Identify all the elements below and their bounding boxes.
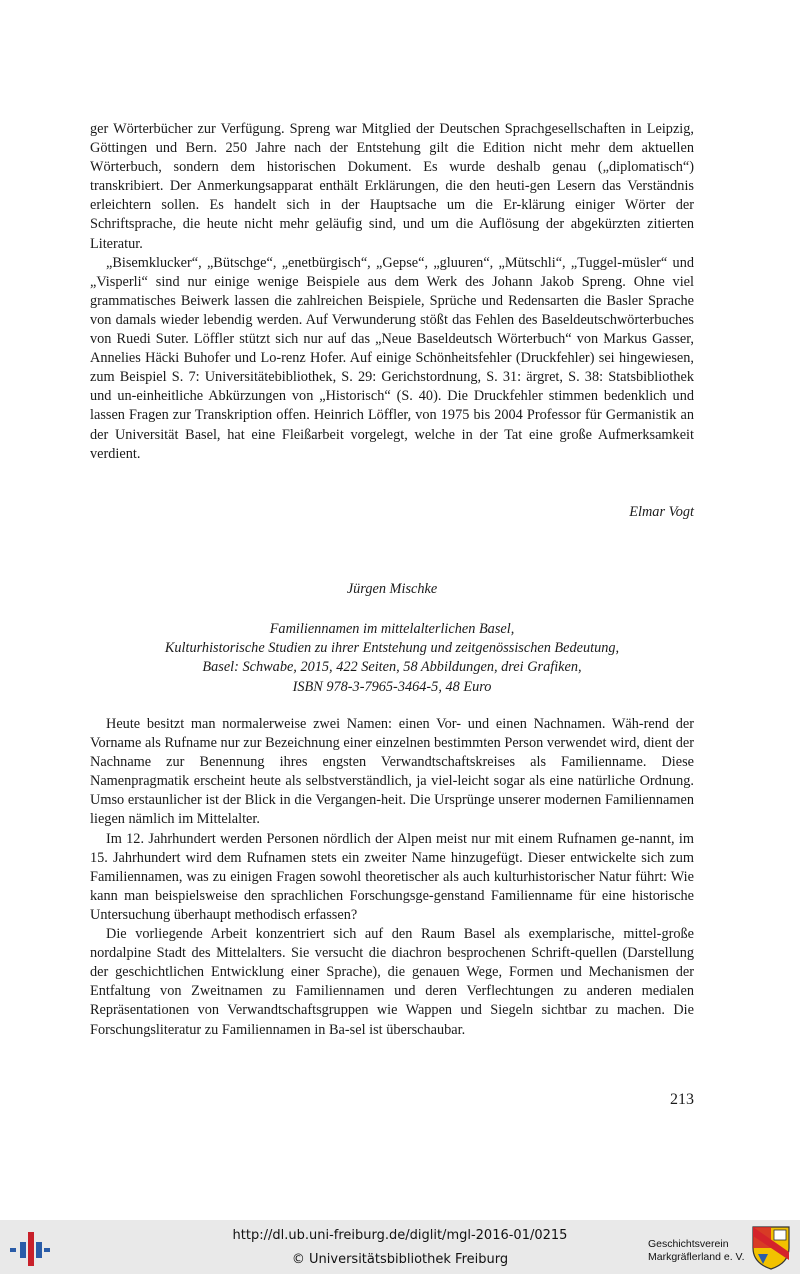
footer-copyright: © Universitätsbibliothek Freiburg [291, 1252, 509, 1267]
footer-bar [0, 1220, 800, 1274]
review-2-author: Jürgen Mischke [346, 581, 438, 597]
review-2-paragraph-2: Im 12. Jahrhundert werden Personen nördlich der Alpen meist nur mit einem Rufnamen ge-nannt, im 15. Jahrhundert wird dem Rufnamen stets ein zweiter Name hinzugefügt. Dieser entwickelte sich zum Familiennamen, was zu einigen Fragen sowohl theoretischer als auch kulturhistorischer Natur führt: Wie kann man beispielsweise den sprachlichen Forschungsge-genstand Familienname für eine historische Untersuchung überhaupt methodisch erfassen? [90, 830, 694, 923]
society-name[interactable] [648, 1238, 745, 1264]
book-publisher-line: Basel: Schwabe, 2015, 422 Seiten, 58 Abbildungen, drei Grafiken, [202, 659, 582, 676]
review-2-paragraph-3: Die vorliegende Arbeit konzentriert sich auf den Raum Basel als exemplarische, mittel-große nordalpine Stadt des Mittelalters. Sie versucht die diachron besprochenen Schrift-quellen (Darstellung der geschichtlichen Entwicklung einer Sprache), die genauen Wege, Formen und Mechanismen der Entfaltung von Zweitnamen zu Familiennamen und deren Verflechtungen zu anderen medialen Repräsentationen von Verwandtschaftsgruppen wie Wappen und Siegeln sichtbar zu machen. Die Forschungsliteratur zu Familiennamen in Ba-sel ist überschaubar. [90, 926, 694, 1038]
review-1-signature: Elmar Vogt [629, 504, 694, 520]
review-2-paragraph-1: Heute besitzt man normalerweise zwei Namen: einen Vor- und einen Nachnamen. Wäh-rend der Vorname als Rufname nur zur Bezeichnung einer einzelnen bestimmten Person verwendet wird, dient der Nachname zur Benennung ihres engsten Verwandtschaftskreises als Familienname. Diese Namenpragmatik erscheint heute als selbstverständlich, ja viel-leicht sogar als eine natürliche Ordnung. Umso erstaunlicher ist der Blick in die Vergangen-heit. Die Ursprünge unserer modernen Familiennamen liegen nämlich im Mittelalter. [90, 716, 694, 828]
footer-url-link[interactable]: http://dl.ub.uni-freiburg.de/diglit/mgl-2016-01/0215 [232, 1228, 568, 1243]
book-subtitle-line: Kulturhistorische Studien zu ihrer Entstehung und zeitgenössischen Bedeutung, [164, 640, 620, 657]
book-title-line: Familiennamen im mittelalterlichen Basel, [269, 621, 515, 637]
society-crest-icon[interactable] [750, 1224, 792, 1270]
society-name-line-2: Markgräflerland e. V. [648, 1251, 745, 1263]
review-1-paragraph-2: „Bisemklucker“, „Bütschge“, „enetbürgisch“, „Gepse“, „gluuren“, „Mütschli“, „Tuggel-müsler“ und „Visperli“ sind nur einige wenige Beispiele aus dem Werk des Johann Jakob Spreng. Ohne viel grammatisches Beiwerk lassen die zahlreichen Beispiele, Sprüche und Redensarten die Basler Sprache von damals wieder lebendig werden. Auf Verwunderung stößt das Fehlen des Baseldeutschwörterbuches von Ruedi Suter. Löffler stützt sich nur auf das „Neue Baseldeutsch Wörterbuch“ von Markus Gasser, Annelies Häcki Buhofer und Lo-renz Hofer. Auf einige Schönheitsfehler (Druckfehler) sei hingewiesen, zum Beispiel S. 7: Universitätebibliothek, S. 29: Gerichstordnung, S. 31: ärgret, S. 38: Statsbibliothek und un-einheitliche Abkürzungen von „Historisch“ (S. 40). Die Druckfehler stimmen bedenklich und lassen Fragen zur Transkription offen. Heinrich Löffler, von 1975 bis 2004 Professor für Germanistik an der Universität Basel, hat eine Fleißarbeit vorgelegt, welche in der Tat eine große Aufmerksamkeit verdient. [90, 254, 694, 462]
book-isbn-line: ISBN 978-3-7965-3464-5, 48 Euro [292, 678, 492, 695]
society-name-line-1: Geschichtsverein [648, 1238, 729, 1250]
review-1-paragraph-1: ger Wörterbücher zur Verfügung. Spreng war Mitglied der Deutschen Sprachgesellschaften in Leipzig, Göttingen und Bern. 250 Jahre nach der Entstehung gilt die Edition nicht mehr dem aktuellen Wörterbuch, sondern dem historischen Dokument. Es wurde deshalb genau („diplomatisch“) transkribiert. Der Anmerkungsapparat enthält Erklärungen, die den heuti-gen Lesern das Verständnis erleichtern sollen. Es handelt sich in der Hauptsache um die Er-klärung einiger Wörter der Schriftsprache, die heute nicht mehr geläufig sind, und um die Auflösung der abgekürzten zitierten Literatur. [90, 121, 694, 252]
review-2-body [90, 715, 694, 1040]
page-number: 213 [670, 1091, 694, 1108]
review-1-body [90, 120, 694, 464]
review-2-book-info [90, 620, 694, 697]
